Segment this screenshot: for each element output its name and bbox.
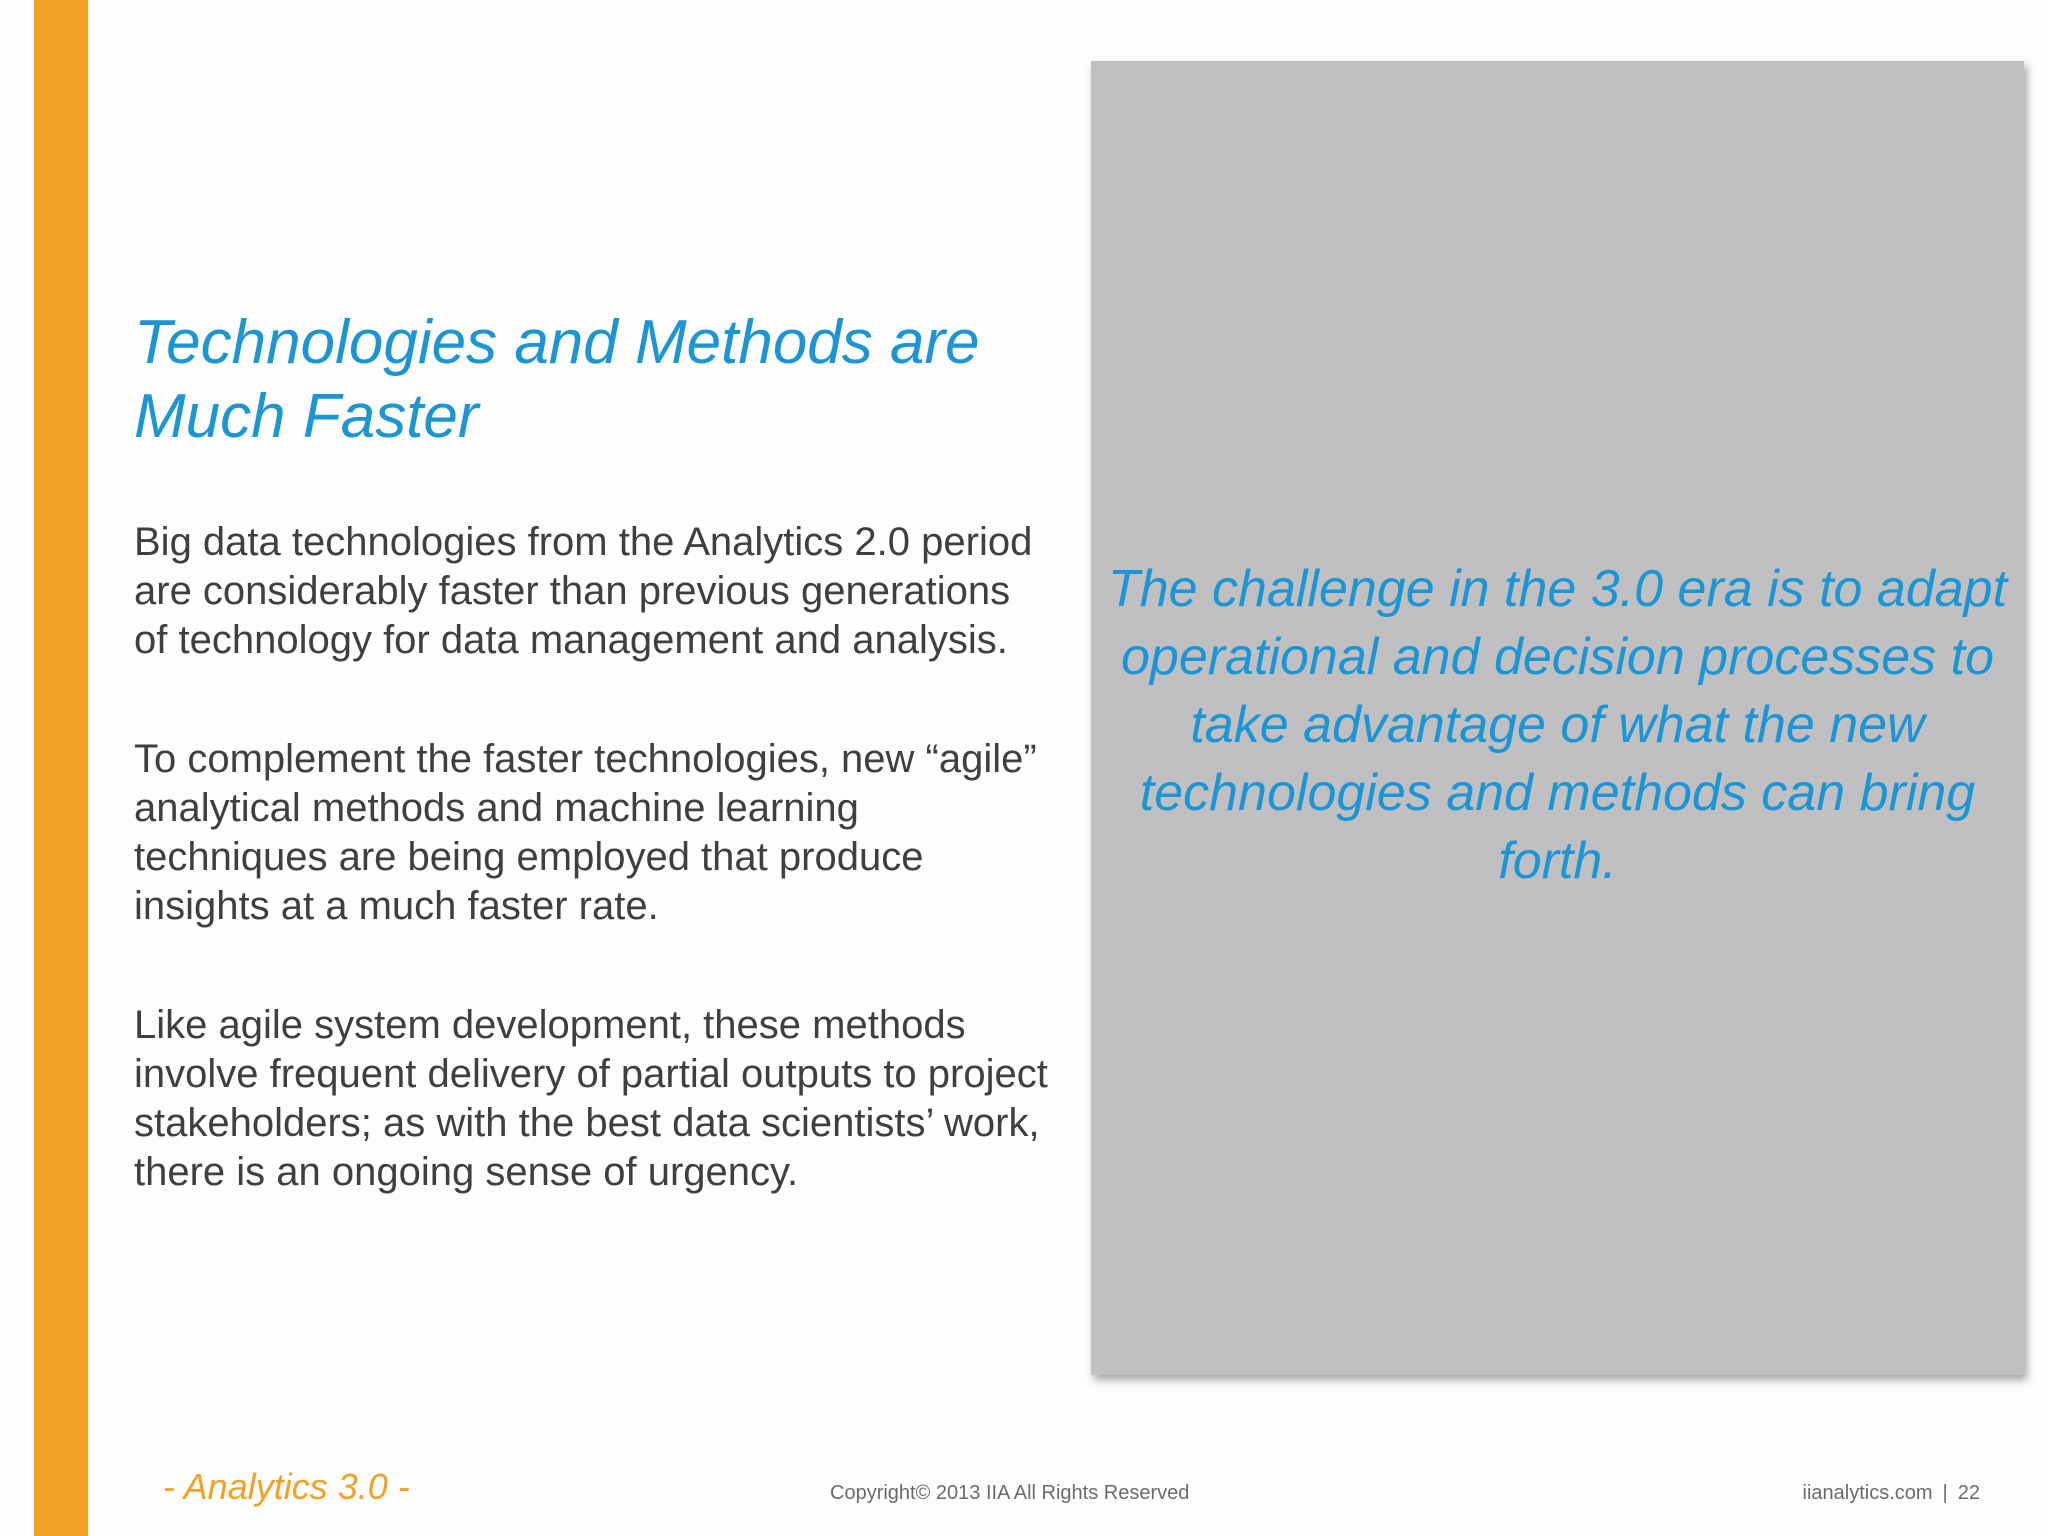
quote-text: The challenge in the 3.0 era is to adapt operational and decision processes to take advantage of what the new technologies and methods can bring forth. — [1107, 560, 2008, 890]
footer-brand: - Analytics 3.0 - — [163, 1466, 410, 1507]
paragraph-2: To complement the faster technologies, new “agile” analytical methods and machine learning techniques are being employed that produce insights at a much faster rate. — [134, 737, 1037, 928]
body-text — [134, 518, 1054, 1267]
accent-bar — [34, 0, 88, 1536]
slide-title: Technologies and Methods are Much Faster — [134, 308, 980, 451]
footer-site: iianalytics.com — [1802, 1482, 1933, 1504]
footer-separator: | — [1942, 1482, 1948, 1504]
paragraph-1: Big data technologies from the Analytics 2.0 period are considerably faster than previous generations of technology for data management and analysis. — [134, 520, 1033, 662]
page-number: 22 — [1957, 1482, 1980, 1504]
footer-site-page — [1803, 1482, 1981, 1505]
quote-panel — [1091, 61, 2024, 1375]
footer-copyright: Copyright© 2013 IIA All Rights Reserved — [830, 1482, 1190, 1504]
paragraph-3: Like agile system development, these methods involve frequent delivery of partial outputs to project stakeholders; as with the best data scientists’ work, there is an ongoing sense of urgency. — [134, 1003, 1048, 1194]
